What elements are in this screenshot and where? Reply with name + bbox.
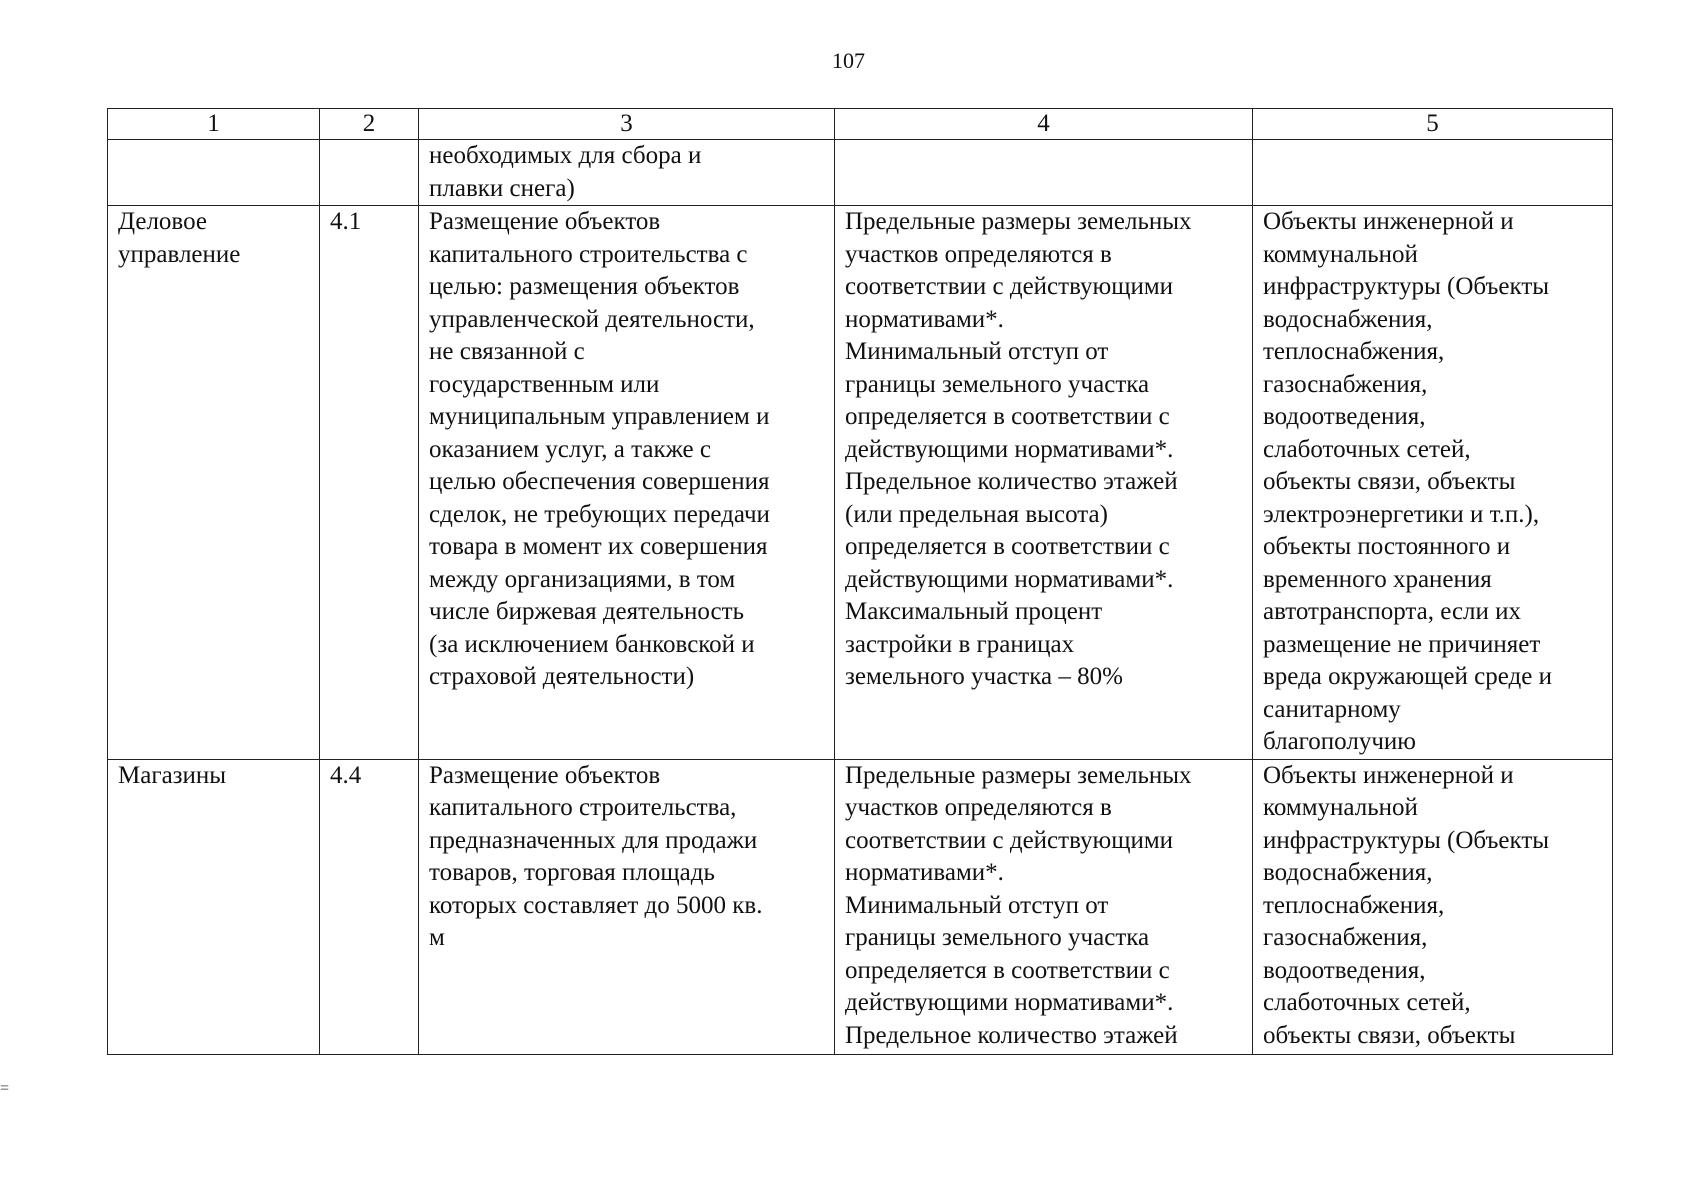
header-col-4: 4 <box>835 109 1253 140</box>
land-use-table <box>107 108 1613 1055</box>
cell-description: необходимых для сбора и плавки снега) <box>419 140 835 206</box>
cell-description: Размещение объектов капитального строительства, предназначенных для продажи товаров, торговая площадь которых составляет до 5000 кв. м <box>419 759 835 1054</box>
table-row-continuation <box>108 140 1613 206</box>
cell-auxiliary <box>1253 140 1613 206</box>
cell-auxiliary: Объекты инженерной и коммунальной инфраструктуры (Объекты водоснабжения, теплоснабжения, газоснабжения, водоотведения, слаботочных сетей, объекты связи, объекты электроэнергетики и т.п.), объекты постоянного и временного хранения автотранспорта, если их размещение не причиняет вреда окружающей среде и санитарному благополучию <box>1253 206 1613 760</box>
header-col-2: 2 <box>320 109 419 140</box>
cell-auxiliary: Объекты инженерной и коммунальной инфраструктуры (Объекты водоснабжения, теплоснабжения, газоснабжения, водоотведения, слаботочных сетей, объекты связи, объекты <box>1253 759 1613 1054</box>
header-col-1: 1 <box>108 109 320 140</box>
cell-code: 4.1 <box>320 206 419 760</box>
table-row <box>108 759 1613 1054</box>
cell-parameters: Предельные размеры земельных участков определяются в соответствии с действующими нормативами*. Минимальный отступ от границы земельного участка определяется в соответствии с действующими нормативами*. Предельное количество этажей (или предельная высота) определяется в соответствии с действующими нормативами*. Максимальный процент застройки в границах земельного участка – 80% <box>835 206 1253 760</box>
cell-name: Деловое управление <box>108 206 320 760</box>
cell-name <box>108 140 320 206</box>
margin-mark: = <box>0 1080 10 1097</box>
table-row <box>108 206 1613 760</box>
header-col-5: 5 <box>1253 109 1613 140</box>
cell-code <box>320 140 419 206</box>
cell-code: 4.4 <box>320 759 419 1054</box>
cell-parameters <box>835 140 1253 206</box>
page-number: 107 <box>832 48 865 73</box>
table-header-row <box>108 109 1613 140</box>
cell-name: Магазины <box>108 759 320 1054</box>
cell-parameters: Предельные размеры земельных участков определяются в соответствии с действующими нормативами*. Минимальный отступ от границы земельного участка определяется в соответствии с действующими нормативами*. Предельное количество этажей <box>835 759 1253 1054</box>
cell-description: Размещение объектов капитального строительства с целью: размещения объектов управленческой деятельности, не связанной с государственным или муниципальным управлением и оказанием услуг, а также с целью обеспечения совершения сделок, не требующих передачи товара в момент их совершения между организациями, в том числе биржевая деятельность (за исключением банковской и страховой деятельности) <box>419 206 835 760</box>
header-col-3: 3 <box>419 109 835 140</box>
